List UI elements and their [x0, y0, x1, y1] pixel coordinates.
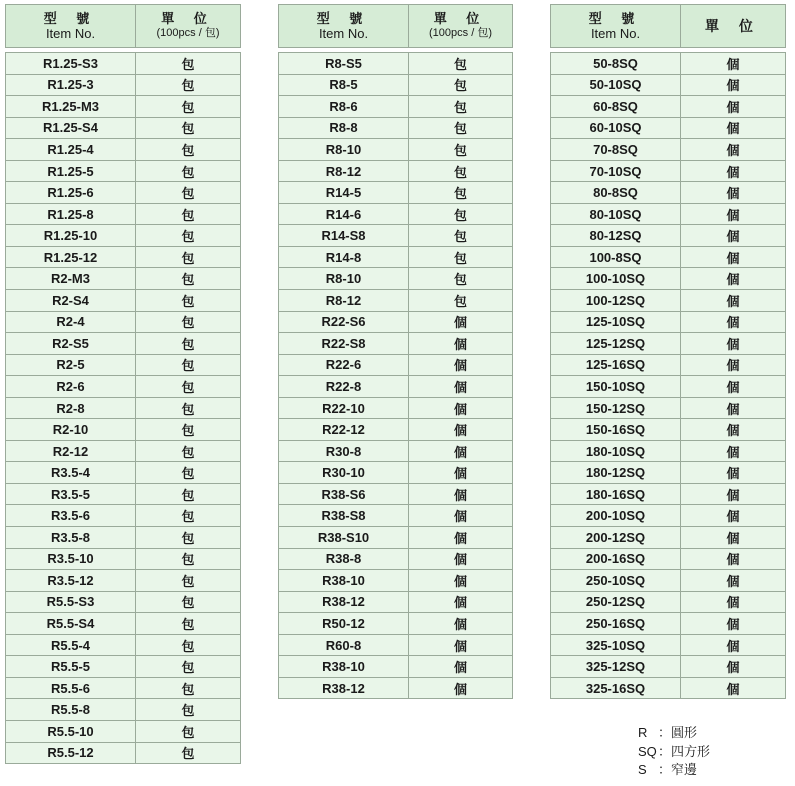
unit-cell: 包	[136, 527, 241, 549]
unit-cell: 個	[681, 656, 786, 678]
table-row	[6, 397, 241, 419]
table-row	[6, 203, 241, 225]
item-no-cell: 325-10SQ	[551, 634, 681, 656]
unit-cell: 包	[136, 462, 241, 484]
table-row	[6, 290, 241, 312]
unit-cell: 個	[409, 354, 513, 376]
item-no-cell: 180-10SQ	[551, 440, 681, 462]
table-row	[279, 656, 513, 678]
unit-cell: 包	[409, 53, 513, 75]
unit-cell: 個	[681, 225, 786, 247]
item-no-cell: 250-16SQ	[551, 613, 681, 635]
table-row	[551, 397, 786, 419]
item-no-cell: R8-10	[279, 268, 409, 290]
item-no-cell: R14-S8	[279, 225, 409, 247]
table-row	[551, 290, 786, 312]
table-row	[6, 591, 241, 613]
unit-cell: 個	[409, 656, 513, 678]
table-row	[279, 634, 513, 656]
item-no-cell: R1.25-S3	[6, 53, 136, 75]
item-no-cell: R22-6	[279, 354, 409, 376]
item-no-cell: 70-8SQ	[551, 139, 681, 161]
table-row	[551, 419, 786, 441]
unit-cell: 個	[681, 203, 786, 225]
item-no-cell: R22-12	[279, 419, 409, 441]
table-row	[279, 591, 513, 613]
legend-item-r: R ：圓形	[638, 725, 698, 740]
unit-cell: 包	[136, 419, 241, 441]
unit-cell: 個	[681, 483, 786, 505]
table-row	[6, 570, 241, 592]
item-no-cell: R2-10	[6, 419, 136, 441]
table-row	[279, 333, 513, 355]
unit-cell: 包	[136, 613, 241, 635]
table-row	[6, 311, 241, 333]
unit-cell: 包	[409, 268, 513, 290]
item-no-cell: R5.5-S3	[6, 591, 136, 613]
product-table-round-large	[278, 4, 513, 699]
unit-cell: 個	[409, 613, 513, 635]
unit-cell: 包	[136, 160, 241, 182]
unit-cell: 包	[136, 182, 241, 204]
item-no-cell: R8-10	[279, 139, 409, 161]
table-row	[279, 505, 513, 527]
item-no-cell: R14-6	[279, 203, 409, 225]
unit-cell: 個	[409, 591, 513, 613]
item-no-cell: 200-12SQ	[551, 527, 681, 549]
table-header-row	[279, 5, 513, 48]
table-row	[551, 53, 786, 75]
legend	[638, 724, 710, 780]
table-row	[279, 483, 513, 505]
table-row	[279, 677, 513, 699]
table-row	[279, 419, 513, 441]
table-row	[551, 570, 786, 592]
item-no-cell: 80-10SQ	[551, 203, 681, 225]
item-no-cell: 80-12SQ	[551, 225, 681, 247]
unit-cell: 個	[681, 160, 786, 182]
unit-cell: 個	[409, 570, 513, 592]
legend-item-s: S ：窄邊	[638, 762, 698, 777]
item-no-cell: R14-5	[279, 182, 409, 204]
item-no-cell: R38-10	[279, 656, 409, 678]
table-row	[279, 440, 513, 462]
unit-cell: 包	[409, 139, 513, 161]
item-no-cell: R38-12	[279, 591, 409, 613]
unit-cell: 包	[136, 117, 241, 139]
item-no-header: 型 號 Item No.	[6, 5, 136, 48]
unit-cell: 個	[409, 677, 513, 699]
unit-cell: 個	[409, 376, 513, 398]
item-no-cell: 200-16SQ	[551, 548, 681, 570]
item-no-cell: R8-6	[279, 96, 409, 118]
unit-cell: 個	[409, 505, 513, 527]
item-no-cell: R2-4	[6, 311, 136, 333]
unit-cell: 個	[409, 440, 513, 462]
table-row	[6, 354, 241, 376]
unit-cell: 個	[681, 634, 786, 656]
unit-cell: 個	[681, 613, 786, 635]
table-row	[279, 246, 513, 268]
product-table-square	[550, 4, 786, 699]
unit-header: 單 位 (100pcs / 包)	[136, 5, 241, 48]
table-row	[6, 656, 241, 678]
item-no-cell: 100-10SQ	[551, 268, 681, 290]
table-header-row	[551, 5, 786, 48]
table-row	[6, 613, 241, 635]
item-no-cell: R1.25-6	[6, 182, 136, 204]
table-row	[279, 311, 513, 333]
unit-cell: 個	[681, 548, 786, 570]
unit-cell: 個	[409, 397, 513, 419]
table-row	[551, 225, 786, 247]
unit-cell: 包	[136, 440, 241, 462]
item-no-cell: R1.25-8	[6, 203, 136, 225]
table-row	[6, 376, 241, 398]
unit-cell: 個	[681, 376, 786, 398]
item-no-cell: R38-S10	[279, 527, 409, 549]
unit-cell: 包	[136, 591, 241, 613]
item-no-cell: 60-8SQ	[551, 96, 681, 118]
unit-cell: 個	[681, 333, 786, 355]
table-row	[6, 548, 241, 570]
item-no-cell: R14-8	[279, 246, 409, 268]
unit-cell: 包	[136, 742, 241, 764]
table-row	[551, 160, 786, 182]
table-row	[551, 376, 786, 398]
item-no-cell: R2-5	[6, 354, 136, 376]
table-row	[279, 53, 513, 75]
unit-cell: 包	[409, 225, 513, 247]
table-row	[551, 203, 786, 225]
unit-cell: 包	[136, 656, 241, 678]
item-no-cell: R38-12	[279, 677, 409, 699]
table-row	[6, 139, 241, 161]
unit-cell: 包	[136, 505, 241, 527]
table-row	[6, 333, 241, 355]
item-no-cell: R2-S5	[6, 333, 136, 355]
item-no-cell: R5.5-10	[6, 720, 136, 742]
table-row	[6, 634, 241, 656]
unit-cell: 個	[681, 139, 786, 161]
unit-cell: 個	[681, 397, 786, 419]
unit-cell: 包	[136, 74, 241, 96]
table-row	[279, 160, 513, 182]
item-no-cell: R5.5-S4	[6, 613, 136, 635]
item-no-cell: R2-M3	[6, 268, 136, 290]
table-row	[6, 742, 241, 764]
item-no-cell: R3.5-10	[6, 548, 136, 570]
table-row	[551, 591, 786, 613]
unit-cell: 個	[681, 53, 786, 75]
item-no-cell: R1.25-12	[6, 246, 136, 268]
table-row	[279, 290, 513, 312]
unit-cell: 個	[681, 505, 786, 527]
unit-cell: 個	[681, 570, 786, 592]
table-row	[279, 397, 513, 419]
unit-cell: 個	[681, 462, 786, 484]
item-no-cell: R22-S8	[279, 333, 409, 355]
table-row	[551, 74, 786, 96]
item-no-cell: R8-12	[279, 160, 409, 182]
table-row	[279, 203, 513, 225]
table-row	[6, 246, 241, 268]
item-no-cell: R22-10	[279, 397, 409, 419]
item-no-cell: R2-8	[6, 397, 136, 419]
table-header-row	[6, 5, 241, 48]
table-row	[6, 160, 241, 182]
item-no-cell: 180-16SQ	[551, 483, 681, 505]
item-no-header: 型 號 Item No.	[279, 5, 409, 48]
unit-cell: 個	[681, 117, 786, 139]
unit-cell: 個	[681, 268, 786, 290]
unit-cell: 個	[409, 634, 513, 656]
item-no-cell: R22-S6	[279, 311, 409, 333]
unit-cell: 個	[409, 483, 513, 505]
item-no-cell: R22-8	[279, 376, 409, 398]
item-no-cell: 100-12SQ	[551, 290, 681, 312]
unit-cell: 個	[681, 354, 786, 376]
item-no-cell: 250-12SQ	[551, 591, 681, 613]
unit-cell: 個	[681, 419, 786, 441]
item-no-cell: R2-12	[6, 440, 136, 462]
unit-cell: 個	[681, 246, 786, 268]
unit-cell: 包	[136, 354, 241, 376]
item-no-cell: 250-10SQ	[551, 570, 681, 592]
table-row	[279, 182, 513, 204]
table-row	[551, 268, 786, 290]
table-row	[551, 333, 786, 355]
unit-cell: 包	[136, 699, 241, 721]
table-row	[6, 74, 241, 96]
unit-cell: 包	[136, 139, 241, 161]
item-no-cell: 50-10SQ	[551, 74, 681, 96]
table-row	[6, 483, 241, 505]
unit-cell: 個	[409, 333, 513, 355]
table-row	[551, 182, 786, 204]
table-row	[551, 96, 786, 118]
table-row	[6, 462, 241, 484]
item-no-cell: R50-12	[279, 613, 409, 635]
table-row	[279, 74, 513, 96]
unit-cell: 包	[136, 203, 241, 225]
table-row	[551, 527, 786, 549]
unit-cell: 包	[136, 548, 241, 570]
table-row	[279, 376, 513, 398]
unit-cell: 個	[681, 677, 786, 699]
table-row	[6, 527, 241, 549]
item-no-cell: 125-12SQ	[551, 333, 681, 355]
item-no-cell: 60-10SQ	[551, 117, 681, 139]
unit-cell: 包	[409, 246, 513, 268]
item-no-cell: 150-12SQ	[551, 397, 681, 419]
table-row	[551, 613, 786, 635]
item-no-cell: 200-10SQ	[551, 505, 681, 527]
table-row	[551, 548, 786, 570]
unit-cell: 包	[409, 182, 513, 204]
table-row	[279, 354, 513, 376]
item-no-cell: R3.5-6	[6, 505, 136, 527]
item-no-cell: R2-S4	[6, 290, 136, 312]
item-no-cell: R30-8	[279, 440, 409, 462]
item-no-cell: 50-8SQ	[551, 53, 681, 75]
table-row	[551, 656, 786, 678]
unit-cell: 包	[136, 634, 241, 656]
table-row	[551, 440, 786, 462]
item-no-cell: 80-8SQ	[551, 182, 681, 204]
table-body	[279, 48, 513, 699]
unit-cell: 包	[409, 117, 513, 139]
item-no-cell: R38-S6	[279, 483, 409, 505]
table-row	[279, 613, 513, 635]
item-no-cell: R30-10	[279, 462, 409, 484]
unit-cell: 個	[681, 182, 786, 204]
item-no-cell: R3.5-4	[6, 462, 136, 484]
item-no-cell: R8-S5	[279, 53, 409, 75]
table-row	[551, 634, 786, 656]
table-row	[6, 96, 241, 118]
unit-header: 單 位	[681, 5, 786, 48]
item-no-cell: 150-16SQ	[551, 419, 681, 441]
table-row	[551, 139, 786, 161]
table-row	[551, 311, 786, 333]
product-table-round-small	[5, 4, 241, 764]
item-no-cell: R3.5-8	[6, 527, 136, 549]
unit-cell: 包	[136, 483, 241, 505]
table-row	[551, 462, 786, 484]
item-no-cell: 125-16SQ	[551, 354, 681, 376]
table-row	[6, 440, 241, 462]
table-body	[6, 48, 241, 764]
table-row	[279, 268, 513, 290]
table-row	[551, 677, 786, 699]
table-row	[279, 225, 513, 247]
table-row	[279, 527, 513, 549]
unit-cell: 包	[136, 677, 241, 699]
unit-cell: 個	[681, 440, 786, 462]
table-row	[279, 139, 513, 161]
unit-cell: 個	[409, 527, 513, 549]
table-row	[6, 53, 241, 75]
legend-item-sq: SQ：四方形	[638, 743, 711, 759]
item-no-cell: R38-S8	[279, 505, 409, 527]
unit-cell: 包	[136, 570, 241, 592]
item-no-cell: 180-12SQ	[551, 462, 681, 484]
item-no-cell: 325-12SQ	[551, 656, 681, 678]
unit-cell: 個	[409, 311, 513, 333]
table-row	[6, 225, 241, 247]
item-no-cell: R38-8	[279, 548, 409, 570]
table-row	[551, 505, 786, 527]
item-no-cell: R8-8	[279, 117, 409, 139]
item-no-cell: R5.5-12	[6, 742, 136, 764]
item-no-cell: 150-10SQ	[551, 376, 681, 398]
table-row	[551, 246, 786, 268]
table-row	[6, 505, 241, 527]
unit-cell: 個	[681, 290, 786, 312]
table-row	[6, 117, 241, 139]
table-row	[6, 268, 241, 290]
item-no-cell: R1.25-5	[6, 160, 136, 182]
table-row	[279, 548, 513, 570]
unit-cell: 個	[409, 548, 513, 570]
unit-cell: 包	[136, 290, 241, 312]
item-no-cell: R2-6	[6, 376, 136, 398]
unit-cell: 包	[136, 268, 241, 290]
unit-cell: 包	[409, 290, 513, 312]
item-no-cell: 125-10SQ	[551, 311, 681, 333]
unit-cell: 包	[409, 203, 513, 225]
item-no-cell: R38-10	[279, 570, 409, 592]
unit-cell: 包	[136, 53, 241, 75]
unit-cell: 個	[681, 527, 786, 549]
unit-cell: 包	[409, 160, 513, 182]
table-row	[279, 117, 513, 139]
item-no-cell: R1.25-10	[6, 225, 136, 247]
unit-cell: 包	[409, 74, 513, 96]
unit-header: 單 位 (100pcs / 包)	[409, 5, 513, 48]
table-row	[551, 483, 786, 505]
item-no-header: 型 號 Item No.	[551, 5, 681, 48]
unit-cell: 個	[409, 419, 513, 441]
table-row	[6, 720, 241, 742]
item-no-cell: R1.25-3	[6, 74, 136, 96]
table-row	[6, 699, 241, 721]
table-row	[6, 182, 241, 204]
item-no-cell: R8-12	[279, 290, 409, 312]
item-no-cell: R3.5-5	[6, 483, 136, 505]
unit-cell: 個	[681, 96, 786, 118]
table-row	[551, 117, 786, 139]
unit-cell: 包	[136, 246, 241, 268]
unit-cell: 包	[136, 96, 241, 118]
item-no-cell: R5.5-8	[6, 699, 136, 721]
item-no-cell: R5.5-5	[6, 656, 136, 678]
item-no-cell: R5.5-4	[6, 634, 136, 656]
table-row	[279, 570, 513, 592]
item-no-cell: R8-5	[279, 74, 409, 96]
table-body	[551, 48, 786, 699]
unit-cell: 個	[409, 462, 513, 484]
item-no-cell: R3.5-12	[6, 570, 136, 592]
item-no-cell: R60-8	[279, 634, 409, 656]
unit-cell: 包	[136, 397, 241, 419]
unit-cell: 個	[681, 591, 786, 613]
table-row	[6, 419, 241, 441]
unit-cell: 包	[136, 720, 241, 742]
unit-cell: 包	[136, 333, 241, 355]
unit-cell: 個	[681, 74, 786, 96]
unit-cell: 包	[136, 225, 241, 247]
item-no-cell: R5.5-6	[6, 677, 136, 699]
unit-cell: 包	[136, 376, 241, 398]
item-no-cell: 70-10SQ	[551, 160, 681, 182]
item-no-cell: 100-8SQ	[551, 246, 681, 268]
item-no-cell: R1.25-4	[6, 139, 136, 161]
item-no-cell: R1.25-S4	[6, 117, 136, 139]
table-row	[6, 677, 241, 699]
table-row	[551, 354, 786, 376]
unit-cell: 包	[136, 311, 241, 333]
item-no-cell: R1.25-M3	[6, 96, 136, 118]
item-no-cell: 325-16SQ	[551, 677, 681, 699]
table-row	[279, 462, 513, 484]
unit-cell: 包	[409, 96, 513, 118]
table-row	[279, 96, 513, 118]
unit-cell: 個	[681, 311, 786, 333]
